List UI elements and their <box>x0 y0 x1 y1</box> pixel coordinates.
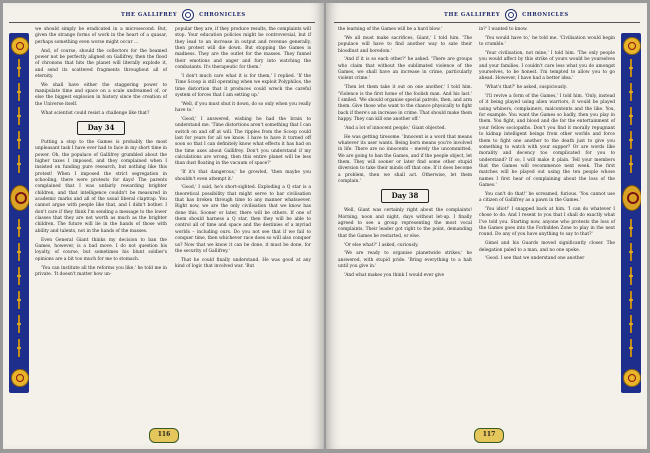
paragraph: What scientist could resist a challenge like that? <box>41 110 150 116</box>
ornament-icon <box>626 155 636 173</box>
running-head-title: THE GALLIFREY <box>121 12 178 18</box>
seal-of-rassilon-icon <box>505 9 517 21</box>
ornament-icon <box>14 155 24 173</box>
running-head-right <box>444 9 569 21</box>
paragraph: 'I don't much care what it is for them,' I replied. 'If the Time Scoop is still operating when we exploit Polyphilos, the time distortion that it produces could wreck the careful system of forces that I am setting up.' <box>175 73 311 98</box>
ornament-icon <box>14 59 24 77</box>
ornament-icon <box>626 267 636 285</box>
ornament-icon <box>14 267 24 285</box>
ornament-icon <box>14 243 24 261</box>
ornament-icon <box>14 83 24 101</box>
ornament-icon <box>14 339 24 357</box>
paragraph: 'Well, if you must shut it down, do so only when you really have to.' <box>175 101 311 114</box>
day-label: Day 38 <box>381 189 430 203</box>
paragraph: You can't do that!' he screamed, furious. 'You cannot use a citizen of Gallifrey as a pawn in the Games.' <box>479 191 615 204</box>
left-column-1 <box>35 27 167 281</box>
ornament-icon <box>14 107 24 125</box>
left-page <box>3 3 324 449</box>
seal-icon <box>622 185 641 211</box>
paragraph: popular they are, if they produce results, the complaints will stop. Your education policies might be controversial, but if they lead to an increase in output and revenue generally, then protest will die down. But stopping the Games is madness. They are the outlet for the masses. They funnel their emotions and anger and fury into watching the combatants. It's therapeutic for them.' <box>175 27 311 71</box>
seal-icon <box>623 37 641 55</box>
seal-icon <box>10 185 29 211</box>
ornament-icon <box>626 291 636 309</box>
ornament-icon <box>626 131 636 149</box>
paragraph: Well, Giant was certainly right about the complaints! Morning, noon and night, days without let-up. I finally agreed to see a group representing the most vocal complaints. Their leader got right to the point, demanding that the Games be restarted, or else. <box>338 208 472 239</box>
header-rule <box>334 22 640 23</box>
ornament-icon <box>14 315 24 333</box>
paragraph: 'If it's that dangerous,' he growled, 'then maybe you shouldn't even attempt it.' <box>175 170 311 182</box>
seal-of-rassilon-icon <box>182 9 194 21</box>
day-heading <box>35 121 167 135</box>
paragraph: 'What's that?' he asked, suspiciously. <box>485 85 568 91</box>
paragraph: Gimel and his Guards moved significantly closer. The delegation paled to a man, and no one spoke. <box>479 241 615 253</box>
day-heading <box>338 189 472 203</box>
paragraph: 'Good. I see that we understand one another <box>485 256 585 262</box>
seal-icon <box>623 369 641 387</box>
ornament-icon <box>626 243 636 261</box>
seal-icon <box>11 37 29 55</box>
paragraph: 'You can institute all the reforms you like,' he told me in private. 'It doesn't matter how un- <box>35 265 167 277</box>
paragraph: Putting a stop to the Games is probably the most unpleasant task I have ever had to face in my short time in power. Oh, the populace of Gallifrey grumbled about the higher taxes I imposed, and they complained when I insisted on funding pure research, but nothing like this protest! When I imposed the strict segregation in schooling, there were protests for days! The parents complained that I was unfairly rewarding brighter children, and that intelligence couldn't be measured in academic marks and all of the usual liberal claptrap. You cannot argue with people like that, and I didn't bother. I don't care if they think I'm sending a message to the lower classes that they are not worth as much as the brighter children. The future will lie in the hands of those with ability and talents, not in the hands of the masses. <box>35 139 167 234</box>
paragraph: Even General Giant thinks my decision to ban the Games, however, is a bad move. I do not question his loyalty, of course, but sometimes his blunt soldier's opinions are a bit too much for me to stomach. <box>35 237 167 262</box>
seal-icon <box>11 369 29 387</box>
paragraph: 'Your civilisation, not mine,' I told him. 'The only people you would affect by this strike of yours would be yourselves and your families. I couldn't care less what you do amongst yourselves, to be honest. I'm tempted to allow you to go ahead. However, I have had a better idea.' <box>479 51 615 82</box>
right-column-2 <box>479 27 615 265</box>
paragraph: We shall have either the staggering power to manipulate time and space on a scale undreamed of, or else the biggest explosion in history since the creation of the Universe itself. <box>35 82 167 107</box>
running-head-title: CHRONICLES <box>522 12 569 18</box>
paragraph: 'I'll revive a form of the Games,' I told him. 'Only, instead of it being played using alien warriors, it would be played using whiners, complainers, malcontents and the like. You, for example. You want the Games so badly, then you play in them. You fight, and blood and die for the entertainment of your fellow sociopaths. Don't you find it morally repugnant to kidnap intelligent beings from other worlds and force them to fight one another to the death just to give you something to watch with your supper? Or are words like morality and decency too complicated for you to understand? If so, I will make it plain. Tell your members that the Games will recommence next week. The first matches will be played out using the ten people whose names I first hear of complaining about the loss of the Games.' <box>479 94 615 188</box>
day-label: Day 34 <box>77 121 126 135</box>
decorative-border-left <box>9 33 29 393</box>
ornament-icon <box>626 107 636 125</box>
header-rule <box>9 22 315 23</box>
paragraph: That he could finally understand. He was good at any kind of logic that involved war. 'But <box>175 257 311 270</box>
paragraph: He was getting tiresome. 'Innocent is a word that means whatever its user wants. Being born means you're involved in life. There are no innocents – merely the uncommitted. We are going to ban the Games, and if the people object, let them. They will sooner or later find some other stupid diversion to take their minds off that one. If it does become a problem, then we shall act. Otherwise, let them complain.' <box>338 134 472 185</box>
running-head-title: THE GALLIFREY <box>444 12 501 18</box>
ornament-icon <box>626 315 636 333</box>
paragraph: 'Then let them take it out on one another,' I told him. 'Violence is the first home of the foolish man. And his last.' I smiled. 'We should organise special patrols, then, and arm them. Give those who want to the chance physically to fight back if there's an increase in crime. That should make them happy. They can kill one another off.' <box>338 85 472 122</box>
paragraph: we should simply be eradicated in a microsecond. But, given the strange forms of work in the heart of a quasar, perhaps something even worse might occur ... <box>35 27 167 45</box>
running-head-title: CHRONICLES <box>199 12 246 18</box>
paragraph: And, of course, should the collectors for the beamed power not be perfectly aligned on Gallifrey, then the flood of chronons that hits the planet will literally explode it, and send its scattered fragments throughout all of eternity. <box>35 48 167 79</box>
paragraph: 'And if it is so each other?' he asked. 'There are groups who claim that without the sublimated violence of the Games, we shall have an increase in crime, particularly violent crime.' <box>338 57 472 82</box>
ornament-icon <box>626 339 636 357</box>
paragraph: 'Good,' I answered, wishing he had the brain to understand me. 'Time distortions aren't something that I can switch on and off at will. The ripples from the Scoop could last for years for all we know. I have to have it turned off soon so that I can definitely know what effects it has had on the time axes about Gallifrey. Don't you understand if my calculations are wrong, then this entire planet will be less than dust floating in the vacuum of space?' <box>175 116 311 167</box>
paragraph: 'Or else what?' I asked, curiously. <box>344 242 419 248</box>
right-page <box>326 3 647 449</box>
decorative-border-right <box>621 33 641 393</box>
ornament-icon <box>14 219 24 237</box>
page-number: 117 <box>474 428 504 443</box>
running-head-left <box>121 9 246 21</box>
right-column-1 <box>338 27 472 282</box>
ornament-icon <box>626 219 636 237</box>
paragraph: 'And a lot of innocent people,' Giant objected. <box>344 125 446 131</box>
ornament-icon <box>626 59 636 77</box>
page-number: 116 <box>149 428 179 443</box>
paragraph: 'Good,' I said, he's short-sighted. Exploding a Q star is a theoretical possibility that might serve to bar civilisation that has broken through time to any manner whatsoever. Right now, we are the only civilisation that we know has done this. Sooner or later, there will be others. If one of them should harness a Q star, then they will be able to control all of time and space and the destinies of a myriad worlds – including ours. Do you not see that if we fail to conquer time, then whichever race does so will also conquer us? Now that we know it can be done, it must be done, for the security of Gallifrey.' <box>175 185 311 254</box>
ornament-icon <box>14 291 24 309</box>
left-column-2 <box>175 27 311 273</box>
paragraph: 'And what makes you think I would ever give <box>344 273 445 278</box>
paragraph: 'You would have to,' he told me. 'Civilisation would begin to crumble.' <box>479 35 615 48</box>
paragraph: in?' I wanted to know. <box>479 27 528 32</box>
paragraph: 'We are ready to organise planetwide strikes,' he answered, with stupid pride. 'Bring everything to a halt until you give in.' <box>338 251 472 270</box>
ornament-icon <box>626 83 636 101</box>
ornament-icon <box>14 131 24 149</box>
paragraph: the learning of the Games will be a hard blow.' <box>338 27 442 32</box>
paragraph: 'You idiot!' I snapped back at him. 'I can do whatever I chose to do. And I resent to you that I shall do exactly what I've told you. Starting now, anyone who protests the loss of the Games goes into the Forbidden Zone to play in the next round. Do any of you have anything to say to that?' <box>479 206 615 238</box>
paragraph: 'We all must make sacrifices, Giant,' I told him. 'The populace will have to find another way to sate their bloodlust and boredom.' <box>338 35 472 54</box>
